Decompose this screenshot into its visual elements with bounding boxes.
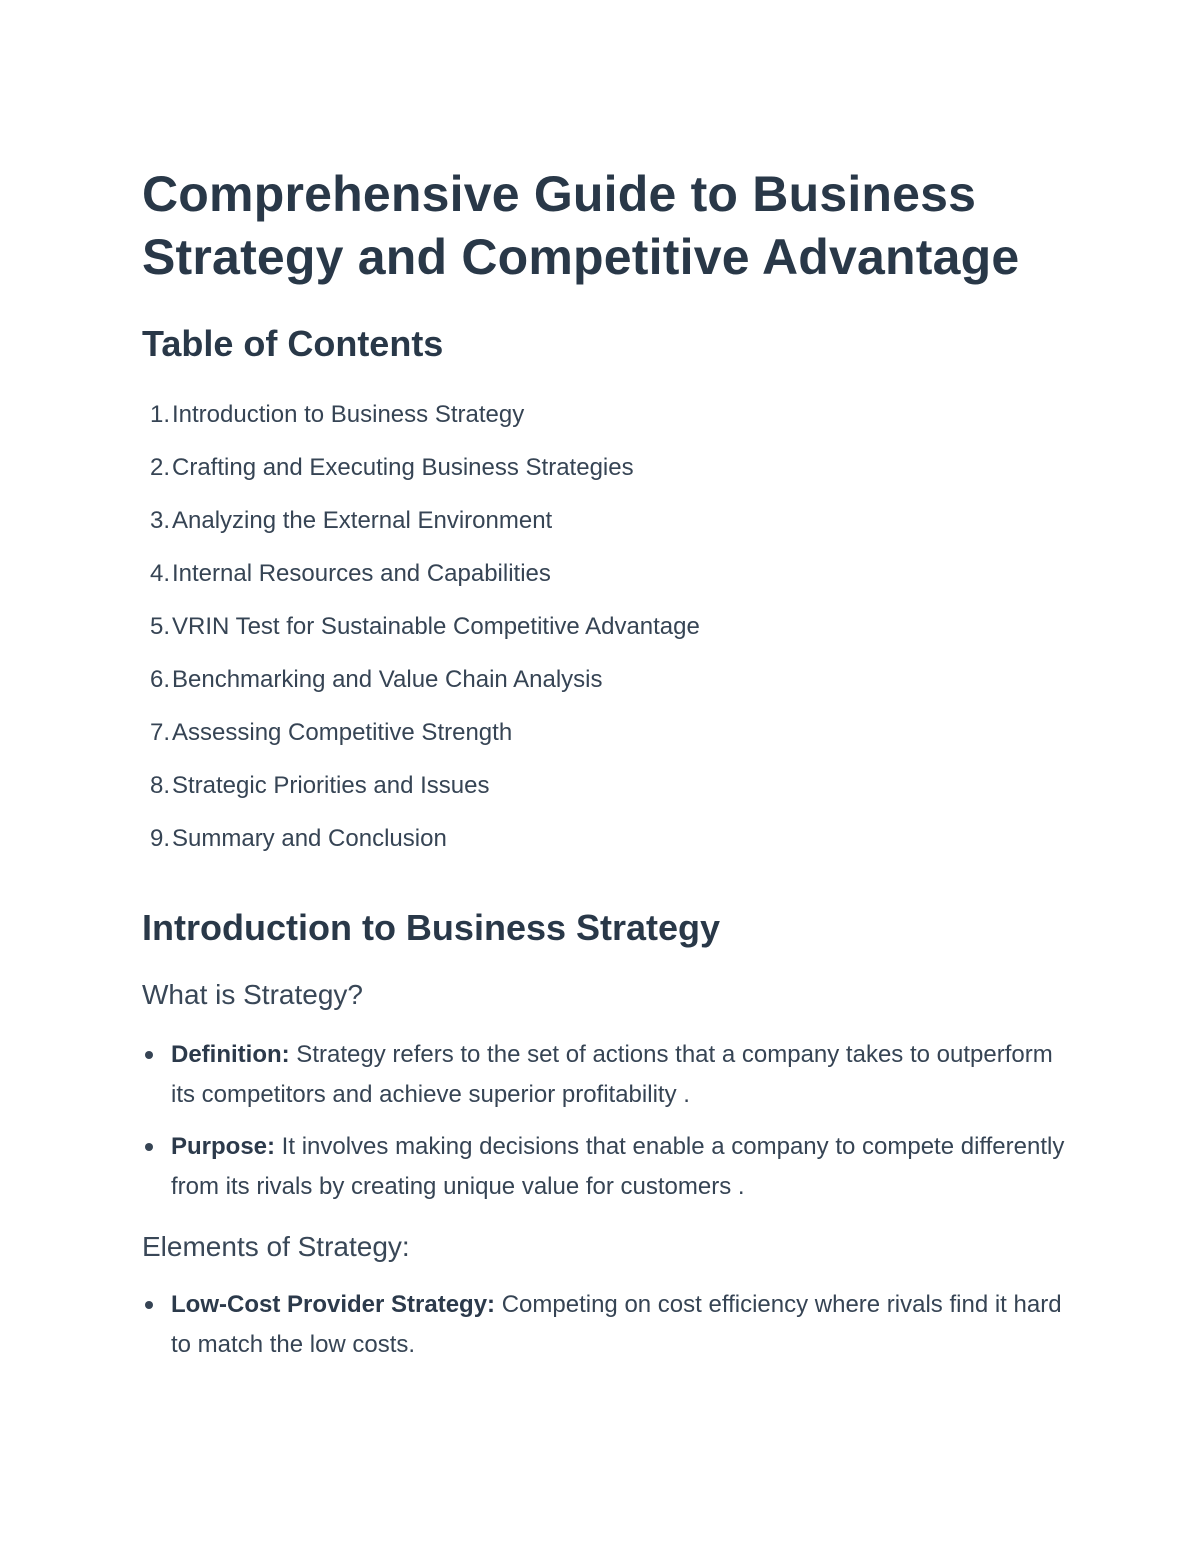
list-item [142, 1127, 1070, 1207]
what-is-strategy-list [142, 1035, 1070, 1207]
toc-item-label: Benchmarking and Value Chain Analysis [172, 666, 603, 693]
document-title [142, 163, 1070, 289]
toc-item[interactable] [142, 452, 1070, 505]
toc-item[interactable] [142, 611, 1070, 664]
toc-item[interactable] [142, 558, 1070, 611]
section-heading-introduction: Introduction to Business Strategy [142, 907, 721, 948]
toc-item-number: 5. [149, 613, 170, 640]
toc-item-label: VRIN Test for Sustainable Competitive Advantage [172, 613, 700, 640]
table-of-contents [142, 399, 1070, 876]
subheading-what-is-strategy: What is Strategy? [142, 979, 363, 1010]
toc-item-number: 6. [149, 666, 170, 693]
document-title-line-1: Comprehensive Guide to Business [142, 166, 977, 222]
list-item-text: It involves making decisions that enable a company to compete differently from its rivals by creating unique value for customers . [171, 1133, 1065, 1200]
list-item [142, 1035, 1070, 1115]
toc-item[interactable] [142, 399, 1070, 452]
document-title-line-2: Strategy and Competitive Advantage [142, 229, 1020, 285]
list-item [142, 1285, 1070, 1365]
toc-item[interactable] [142, 823, 1070, 876]
toc-item-label: Summary and Conclusion [172, 825, 447, 852]
toc-item[interactable] [142, 770, 1070, 823]
toc-item-label: Assessing Competitive Strength [172, 719, 513, 746]
list-item-term: Definition: [171, 1041, 290, 1068]
toc-item-label: Crafting and Executing Business Strategies [172, 454, 634, 481]
toc-heading: Table of Contents [142, 323, 444, 364]
toc-item-label: Analyzing the External Environment [172, 507, 553, 534]
elements-of-strategy-list [142, 1285, 1070, 1365]
list-item-term: Low-Cost Provider Strategy: [171, 1291, 496, 1318]
toc-item-label: Introduction to Business Strategy [172, 401, 525, 428]
subheading-elements-of-strategy: Elements of Strategy: [142, 1231, 410, 1262]
toc-item-number: 3. [149, 507, 170, 534]
toc-item-number: 8. [149, 772, 170, 799]
bullet-icon [145, 1301, 153, 1309]
toc-item[interactable] [142, 664, 1070, 717]
toc-item-number: 4. [149, 560, 170, 587]
list-item-text: Competing on cost efficiency where rivals find it hard to match the low costs. [171, 1291, 1062, 1358]
toc-item-number: 2. [149, 454, 170, 481]
toc-item-number: 7. [149, 719, 170, 746]
toc-item-label: Internal Resources and Capabilities [172, 560, 551, 587]
list-item-term: Purpose: [171, 1133, 276, 1160]
toc-item[interactable] [142, 717, 1070, 770]
bullet-icon [145, 1143, 153, 1151]
toc-item-label: Strategic Priorities and Issues [172, 772, 490, 799]
list-item-text: Strategy refers to the set of actions that a company takes to outperform its competitors and achieve superior profitability . [171, 1041, 1053, 1108]
bullet-icon [145, 1051, 153, 1059]
toc-item[interactable] [142, 505, 1070, 558]
toc-item-number: 9. [149, 825, 170, 852]
toc-item-number: 1. [149, 401, 170, 428]
